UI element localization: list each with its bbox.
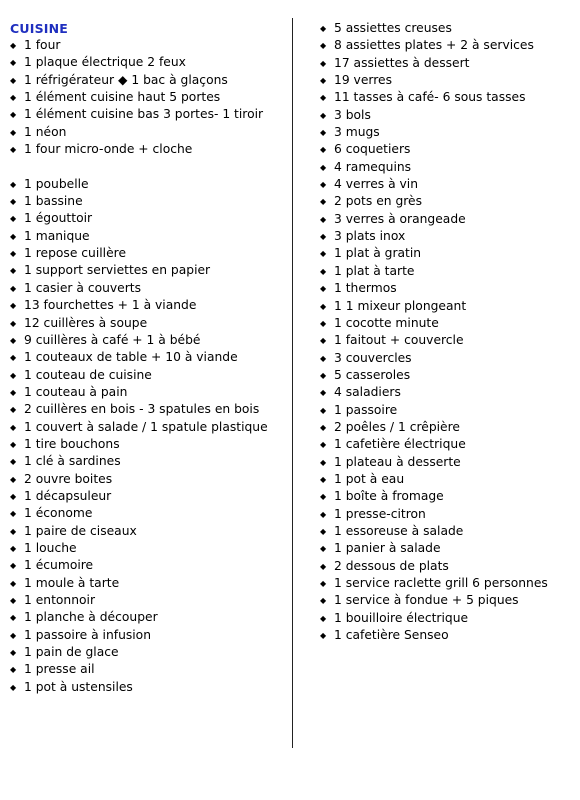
list-item	[320, 419, 575, 436]
item-text: 1 planche à découper	[24, 610, 158, 625]
item-text: 5 assiettes creuses	[334, 21, 452, 35]
list-item	[320, 488, 575, 505]
list-item	[320, 55, 575, 72]
bullet-icon: ◆	[10, 370, 17, 380]
item-text: 11 tasses à café- 6 sous tasses	[334, 90, 526, 105]
list-item	[320, 627, 575, 644]
bullet-icon: ◆	[320, 76, 327, 86]
bullet-icon: ◆	[320, 128, 327, 138]
list-item	[320, 141, 575, 158]
bullet-icon: ◆	[10, 474, 17, 484]
list-item	[320, 107, 575, 124]
bullet-icon: ◆	[10, 387, 17, 397]
item-text: 2 cuillères en bois - 3 spatules en bois	[24, 402, 260, 417]
bullet-icon: ◆	[320, 110, 327, 120]
list-item	[10, 609, 292, 626]
item-text: 1 presse-citron	[334, 506, 426, 521]
item-text: 1 plat à gratin	[334, 246, 422, 261]
list-item	[320, 245, 575, 262]
bullet-icon: ◆	[320, 336, 327, 346]
item-text: 3 mugs	[334, 125, 380, 140]
list-item	[10, 505, 292, 522]
bullet-icon: ◆	[10, 665, 17, 675]
item-text: 1 écumoire	[24, 558, 94, 573]
bullet-icon: ◆	[320, 284, 327, 294]
item-text: 1 service raclette grill 6 personnes	[334, 576, 548, 590]
bullet-icon: ◆	[10, 630, 17, 640]
bullet-icon: ◆	[320, 474, 327, 484]
bullet-icon: ◆	[10, 491, 17, 501]
list-item	[10, 89, 292, 106]
list-item	[320, 332, 575, 349]
bullet-icon: ◆	[10, 318, 17, 328]
bullet-icon: ◆	[320, 41, 327, 51]
bullet-icon: ◆	[10, 439, 17, 449]
list-item	[320, 280, 575, 297]
bullet-icon: ◆	[320, 214, 327, 224]
item-text: 1 plateau à desserte	[334, 454, 461, 469]
item-text: 2 ouvre boites	[24, 471, 113, 486]
item-text: 6 coquetiers	[334, 142, 411, 157]
list-item	[320, 610, 575, 627]
list-item	[320, 37, 575, 54]
bullet-icon: ◆	[10, 335, 17, 345]
item-text: 1 élément cuisine bas 3 portes- 1 tiroir	[24, 107, 264, 122]
list-item	[10, 401, 292, 418]
bullet-icon: ◆	[10, 127, 17, 137]
list-item	[320, 523, 575, 540]
bullet-icon: ◆	[320, 561, 327, 571]
item-text: 1 passoire	[334, 402, 398, 417]
bullet-icon: ◆	[10, 578, 17, 588]
list-item	[320, 471, 575, 488]
bullet-icon: ◆	[320, 509, 327, 519]
list-item	[10, 54, 292, 71]
bullet-icon: ◆	[320, 180, 327, 190]
bullet-icon: ◆	[10, 110, 17, 120]
bullet-icon: ◆	[10, 509, 17, 519]
item-text: 1 pot à eau	[334, 471, 405, 486]
list-item	[320, 315, 575, 332]
bullet-icon: ◆	[10, 266, 17, 276]
item-text: 1 cocotte minute	[334, 315, 439, 330]
bullet-icon: ◆	[320, 631, 327, 641]
item-text: 3 bols	[334, 107, 371, 122]
bullet-icon: ◆	[10, 58, 17, 68]
bullet-icon: ◆	[320, 422, 327, 432]
item-text: 3 plats inox	[334, 229, 406, 244]
list-item	[10, 106, 292, 123]
item-text: 3 couvercles	[334, 350, 412, 365]
item-text: 1 néon	[24, 124, 67, 139]
item-text: 19 verres	[334, 73, 392, 88]
item-text: 1 réfrigérateur ◆ 1 bac à glaçons	[24, 72, 228, 87]
item-text: 1 four	[24, 38, 61, 52]
list-item	[10, 141, 292, 158]
item-text: 1 support serviettes en papier	[24, 263, 211, 278]
item-text: 1 moule à tarte	[24, 575, 120, 590]
bullet-icon: ◆	[10, 249, 17, 259]
item-text: 1 bassine	[24, 194, 83, 209]
list-item	[320, 592, 575, 609]
item-text: 1 couvert à salade / 1 spatule plastique	[24, 419, 268, 434]
list-item	[10, 262, 292, 279]
list-item	[320, 367, 575, 384]
item-text: 4 ramequins	[334, 159, 412, 174]
bullet-icon: ◆	[10, 93, 17, 103]
item-text: 4 saladiers	[334, 385, 401, 400]
list-item	[320, 298, 575, 315]
bullet-icon: ◆	[320, 24, 327, 33]
list-item	[10, 540, 292, 557]
bullet-icon: ◆	[320, 353, 327, 363]
item-text: 1 plaque électrique 2 feux	[24, 55, 186, 70]
bullet-icon: ◆	[320, 579, 327, 588]
bullet-icon: ◆	[10, 75, 17, 85]
item-text: 1 cafetière Senseo	[334, 628, 449, 643]
item-text: 13 fourchettes + 1 à viande	[24, 298, 197, 313]
bullet-icon: ◆	[10, 197, 17, 207]
bullet-icon: ◆	[320, 266, 327, 276]
list-item	[10, 332, 292, 349]
list-item	[320, 159, 575, 176]
list-item	[320, 436, 575, 453]
item-text: 1 thermos	[334, 281, 397, 296]
list-item	[10, 419, 292, 436]
list-item	[10, 367, 292, 384]
list-item	[10, 627, 292, 644]
list-item	[320, 454, 575, 471]
list-item	[10, 557, 292, 574]
list-item	[10, 158, 292, 175]
bullet-icon: ◆	[10, 353, 17, 363]
item-text: 2 pots en grès	[334, 194, 423, 209]
bullet-icon: ◆	[320, 232, 327, 242]
item-text: 8 assiettes plates + 2 à services	[334, 38, 534, 53]
list-item	[10, 228, 292, 245]
bullet-icon: ◆	[10, 283, 17, 293]
item-text: 1 louche	[24, 540, 77, 555]
list-item	[320, 193, 575, 210]
list-item	[10, 436, 292, 453]
list-item	[10, 315, 292, 332]
list-item	[320, 558, 575, 575]
bullet-icon: ◆	[320, 596, 327, 606]
list-item	[320, 228, 575, 245]
list-item	[10, 176, 292, 193]
item-text: 1 entonnoir	[24, 593, 96, 607]
item-text: 1 faitout + couvercle	[334, 333, 464, 348]
list-item	[10, 245, 292, 262]
list-item	[320, 124, 575, 141]
list-item	[320, 506, 575, 523]
bullet-icon: ◆	[320, 93, 327, 103]
bullet-icon: ◆	[320, 197, 327, 207]
item-text: 2 dessous de plats	[334, 558, 449, 573]
item-text: 1 pot à ustensiles	[24, 679, 133, 694]
list-item	[320, 176, 575, 193]
item-text: 1 tire bouchons	[24, 436, 120, 451]
list-item	[320, 211, 575, 228]
item-text: 1 presse ail	[24, 662, 95, 677]
bullet-icon: ◆	[320, 440, 327, 450]
list-item	[320, 350, 575, 367]
item-text: 1 poubelle	[24, 176, 89, 191]
list-item	[10, 644, 292, 661]
list-item	[10, 679, 292, 696]
bullet-icon: ◆	[320, 318, 327, 328]
item-text: 5 casseroles	[334, 367, 411, 382]
bullet-icon: ◆	[320, 370, 327, 380]
bullet-icon: ◆	[10, 543, 17, 553]
list-item	[10, 297, 292, 314]
bullet-icon: ◆	[10, 301, 17, 311]
item-text: 1 cafetière électrique	[334, 437, 466, 452]
bullet-icon: ◆	[10, 596, 17, 605]
bullet-icon: ◆	[10, 145, 17, 155]
list-item	[10, 453, 292, 470]
item-text: 12 cuillères à soupe	[24, 315, 148, 330]
item-text: 9 cuillères à café + 1 à bébé	[24, 332, 201, 347]
list-item	[10, 210, 292, 227]
item-text: 1 passoire à infusion	[24, 627, 152, 642]
item-text: 1 boîte à fromage	[334, 489, 444, 504]
item-text: 1 manique	[24, 228, 90, 243]
item-text: 1 1 mixeur plongeant	[334, 298, 467, 313]
bullet-icon: ◆	[10, 613, 17, 623]
item-text: 17 assiettes à dessert	[334, 55, 470, 70]
bullet-icon: ◆	[10, 561, 17, 571]
item-text: 1 couteaux de table + 10 à viande	[24, 350, 238, 365]
bullet-icon: ◆	[10, 648, 17, 658]
bullet-icon: ◆	[10, 231, 17, 241]
list-item	[10, 575, 292, 592]
bullet-icon: ◆	[10, 179, 17, 189]
bullet-icon: ◆	[10, 422, 17, 432]
item-text: 2 poêles / 1 crêpière	[334, 419, 460, 434]
item-text: 1 décapsuleur	[24, 488, 112, 503]
list-item	[320, 263, 575, 280]
right-column-list	[320, 20, 575, 644]
bullet-icon: ◆	[320, 544, 327, 554]
item-text: 1 économe	[24, 506, 93, 521]
bullet-icon: ◆	[10, 41, 17, 50]
item-text: 1 four micro-onde + cloche	[24, 142, 193, 157]
item-text: 1 clé à sardines	[24, 454, 121, 469]
item-text: 1 pain de glace	[24, 645, 119, 660]
list-item	[320, 20, 575, 37]
column-divider	[292, 18, 293, 748]
list-item	[10, 661, 292, 678]
bullet-icon: ◆	[320, 457, 327, 467]
bullet-icon: ◆	[320, 388, 327, 398]
item-text: 1 plat à tarte	[334, 263, 415, 278]
item-text: 1 essoreuse à salade	[334, 523, 464, 538]
list-item	[320, 72, 575, 89]
list-item	[10, 349, 292, 366]
bullet-icon: ◆	[320, 301, 327, 311]
list-item	[320, 402, 575, 419]
list-item	[10, 124, 292, 141]
left-column-list	[10, 37, 292, 696]
list-item	[10, 592, 292, 609]
list-item	[10, 488, 292, 505]
list-item	[10, 523, 292, 540]
item-text: 1 égouttoir	[24, 211, 93, 226]
list-item	[10, 384, 292, 401]
item-text: 1 couteau à pain	[24, 384, 128, 399]
list-item	[320, 575, 575, 592]
item-text: 1 panier à salade	[334, 541, 441, 556]
list-item	[10, 37, 292, 54]
item-text: 1 repose cuillère	[24, 246, 127, 261]
list-item	[10, 471, 292, 488]
list-item	[10, 280, 292, 297]
item-text: 1 service à fondue + 5 piques	[334, 593, 519, 608]
bullet-icon: ◆	[10, 405, 17, 415]
bullet-icon: ◆	[320, 145, 327, 155]
list-item	[320, 89, 575, 106]
bullet-icon: ◆	[320, 492, 327, 502]
list-item	[10, 193, 292, 210]
bullet-icon: ◆	[10, 457, 17, 467]
bullet-icon: ◆	[10, 526, 17, 536]
item-text: 1 élément cuisine haut 5 portes	[24, 90, 221, 105]
item-text: 3 verres à orangeade	[334, 211, 466, 226]
item-text: 1 paire de ciseaux	[24, 523, 137, 538]
list-item	[10, 72, 292, 89]
bullet-icon: ◆	[320, 249, 327, 259]
item-text: 1 casier à couverts	[24, 280, 142, 295]
bullet-icon: ◆	[320, 162, 327, 172]
item-text: 1 couteau de cuisine	[24, 367, 152, 382]
bullet-icon: ◆	[320, 526, 327, 536]
bullet-icon: ◆	[320, 613, 327, 623]
section-title: CUISINE	[10, 21, 69, 36]
list-item	[320, 384, 575, 401]
bullet-icon: ◆	[320, 58, 327, 68]
item-text: 4 verres à vin	[334, 177, 419, 192]
item-text: 1 bouilloire électrique	[334, 610, 469, 625]
bullet-icon: ◆	[10, 682, 17, 692]
bullet-icon: ◆	[10, 214, 17, 224]
bullet-icon: ◆	[320, 405, 327, 415]
list-item	[320, 540, 575, 557]
